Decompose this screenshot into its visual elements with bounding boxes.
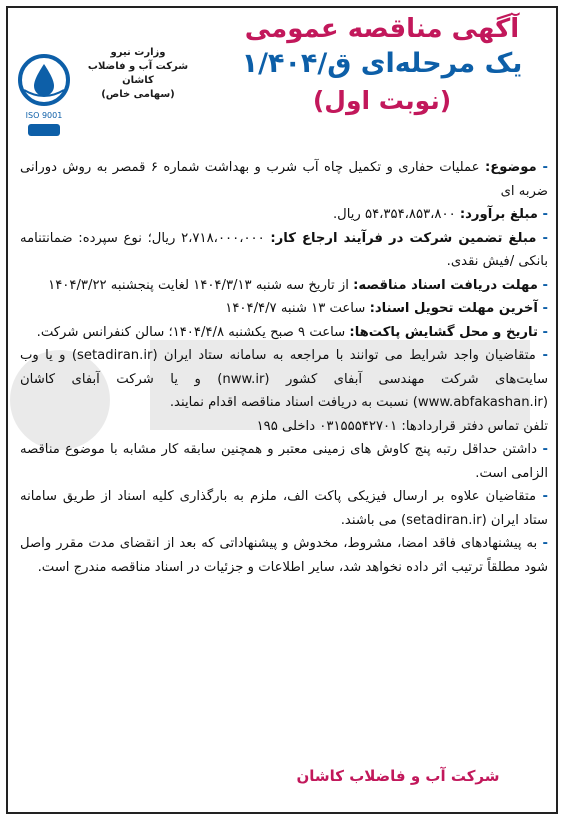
item-phone: تلفن تماس دفتر قراردادها: ۰۳۱۵۵۵۴۲۷۰۱ داخلی ۱۹۵ (256, 418, 548, 434)
ministry-name: وزارت نیرو (110, 47, 166, 58)
organization-block (14, 38, 204, 148)
item-rank: - داشتن حداقل رتبه پنج کاوش های زمینی معتبر و همچنین سابقه کار مشابه با موضوع مناقصه الزامی است. (20, 442, 548, 481)
iso-logo-text: ISO 9001 (25, 111, 63, 120)
item-eligible: - متقاضیان واجد شرایط می توانند با مراجعه به سامانه ستاد ایران (setadiran.ir) و یا وب سایت‌های شرکت مهندسی آبفای کشور (nww.ir) و یا شرکت آبفای کاشان (www.abfakashan.ir) نسبت به دریافت اسناد مناقصه اقدام نمایند. (20, 348, 548, 410)
title-line-3: (نوبت اول) (312, 86, 452, 115)
notice-body (20, 156, 548, 579)
item-receive-deadline: - مهلت دریافت اسناد مناقصه: از تاریخ سه شنبه ۱۴۰۴/۳/۱۳ لغایت پنجشنبه ۱۴۰۴/۳/۲۲ (48, 277, 548, 293)
item-upload: - متقاضیان علاوه بر ارسال فیزیکی پاکت الف، ملزم به بارگذاری کلیه اسناد از طریق سامانه ستاد ایران (setadiran.ir) می باشند. (20, 489, 548, 528)
company-type: (سهامی خاص) (101, 89, 175, 100)
item-conditions: - به پیشنهادهای فاقد امضا، مشروط، مخدوش و پیشنهاداتی که بعد از انقضای مدت مقرر واصل شود مطلقاً ترتیب اثر داده نخواهد شد، سایر اطلاعات و جزئیات در اسناد مناقصه مندرج است. (20, 536, 548, 575)
company-name: شرکت آب و فاضلاب کاشان (87, 61, 189, 86)
company-logo-icon (14, 50, 74, 140)
organization-text (76, 46, 200, 102)
item-guarantee: - مبلغ تضمین شرکت در فرآیند ارجاع کار: ۲،۷۱۸،۰۰۰،۰۰۰ ریال؛ نوع سپرده: ضمانتنامه بانکی /فیش نقدی. (20, 230, 548, 269)
title-line-1: آگهی مناقصه عمومی (244, 14, 520, 44)
title-block (212, 12, 552, 120)
item-opening: - تاریخ و محل گشایش پاکت‌ها: ساعت ۹ صبح یکشنبه ۱۴۰۴/۴/۸؛ سالن کنفرانس شرکت. (36, 324, 548, 340)
title-line-2: یک مرحله‌ای ق/۱/۴۰۴ (241, 48, 523, 79)
item-estimate: - مبلغ برآورد: ۵۴،۳۵۴،۸۵۳،۸۰۰ ریال. (332, 207, 548, 222)
item-subject: - موضوع: عملیات حفاری و تکمیل چاه آب شرب و بهداشت شماره ۶ قمصر به روش دورانی ضربه ای (20, 160, 549, 199)
item-submit-deadline: - آخرین مهلت تحویل اسناد: ساعت ۱۳ شنبه ۱۴۰۴/۴/۷ (225, 301, 548, 316)
footer-company: شرکت آب و فاضلاب کاشان (296, 767, 500, 785)
